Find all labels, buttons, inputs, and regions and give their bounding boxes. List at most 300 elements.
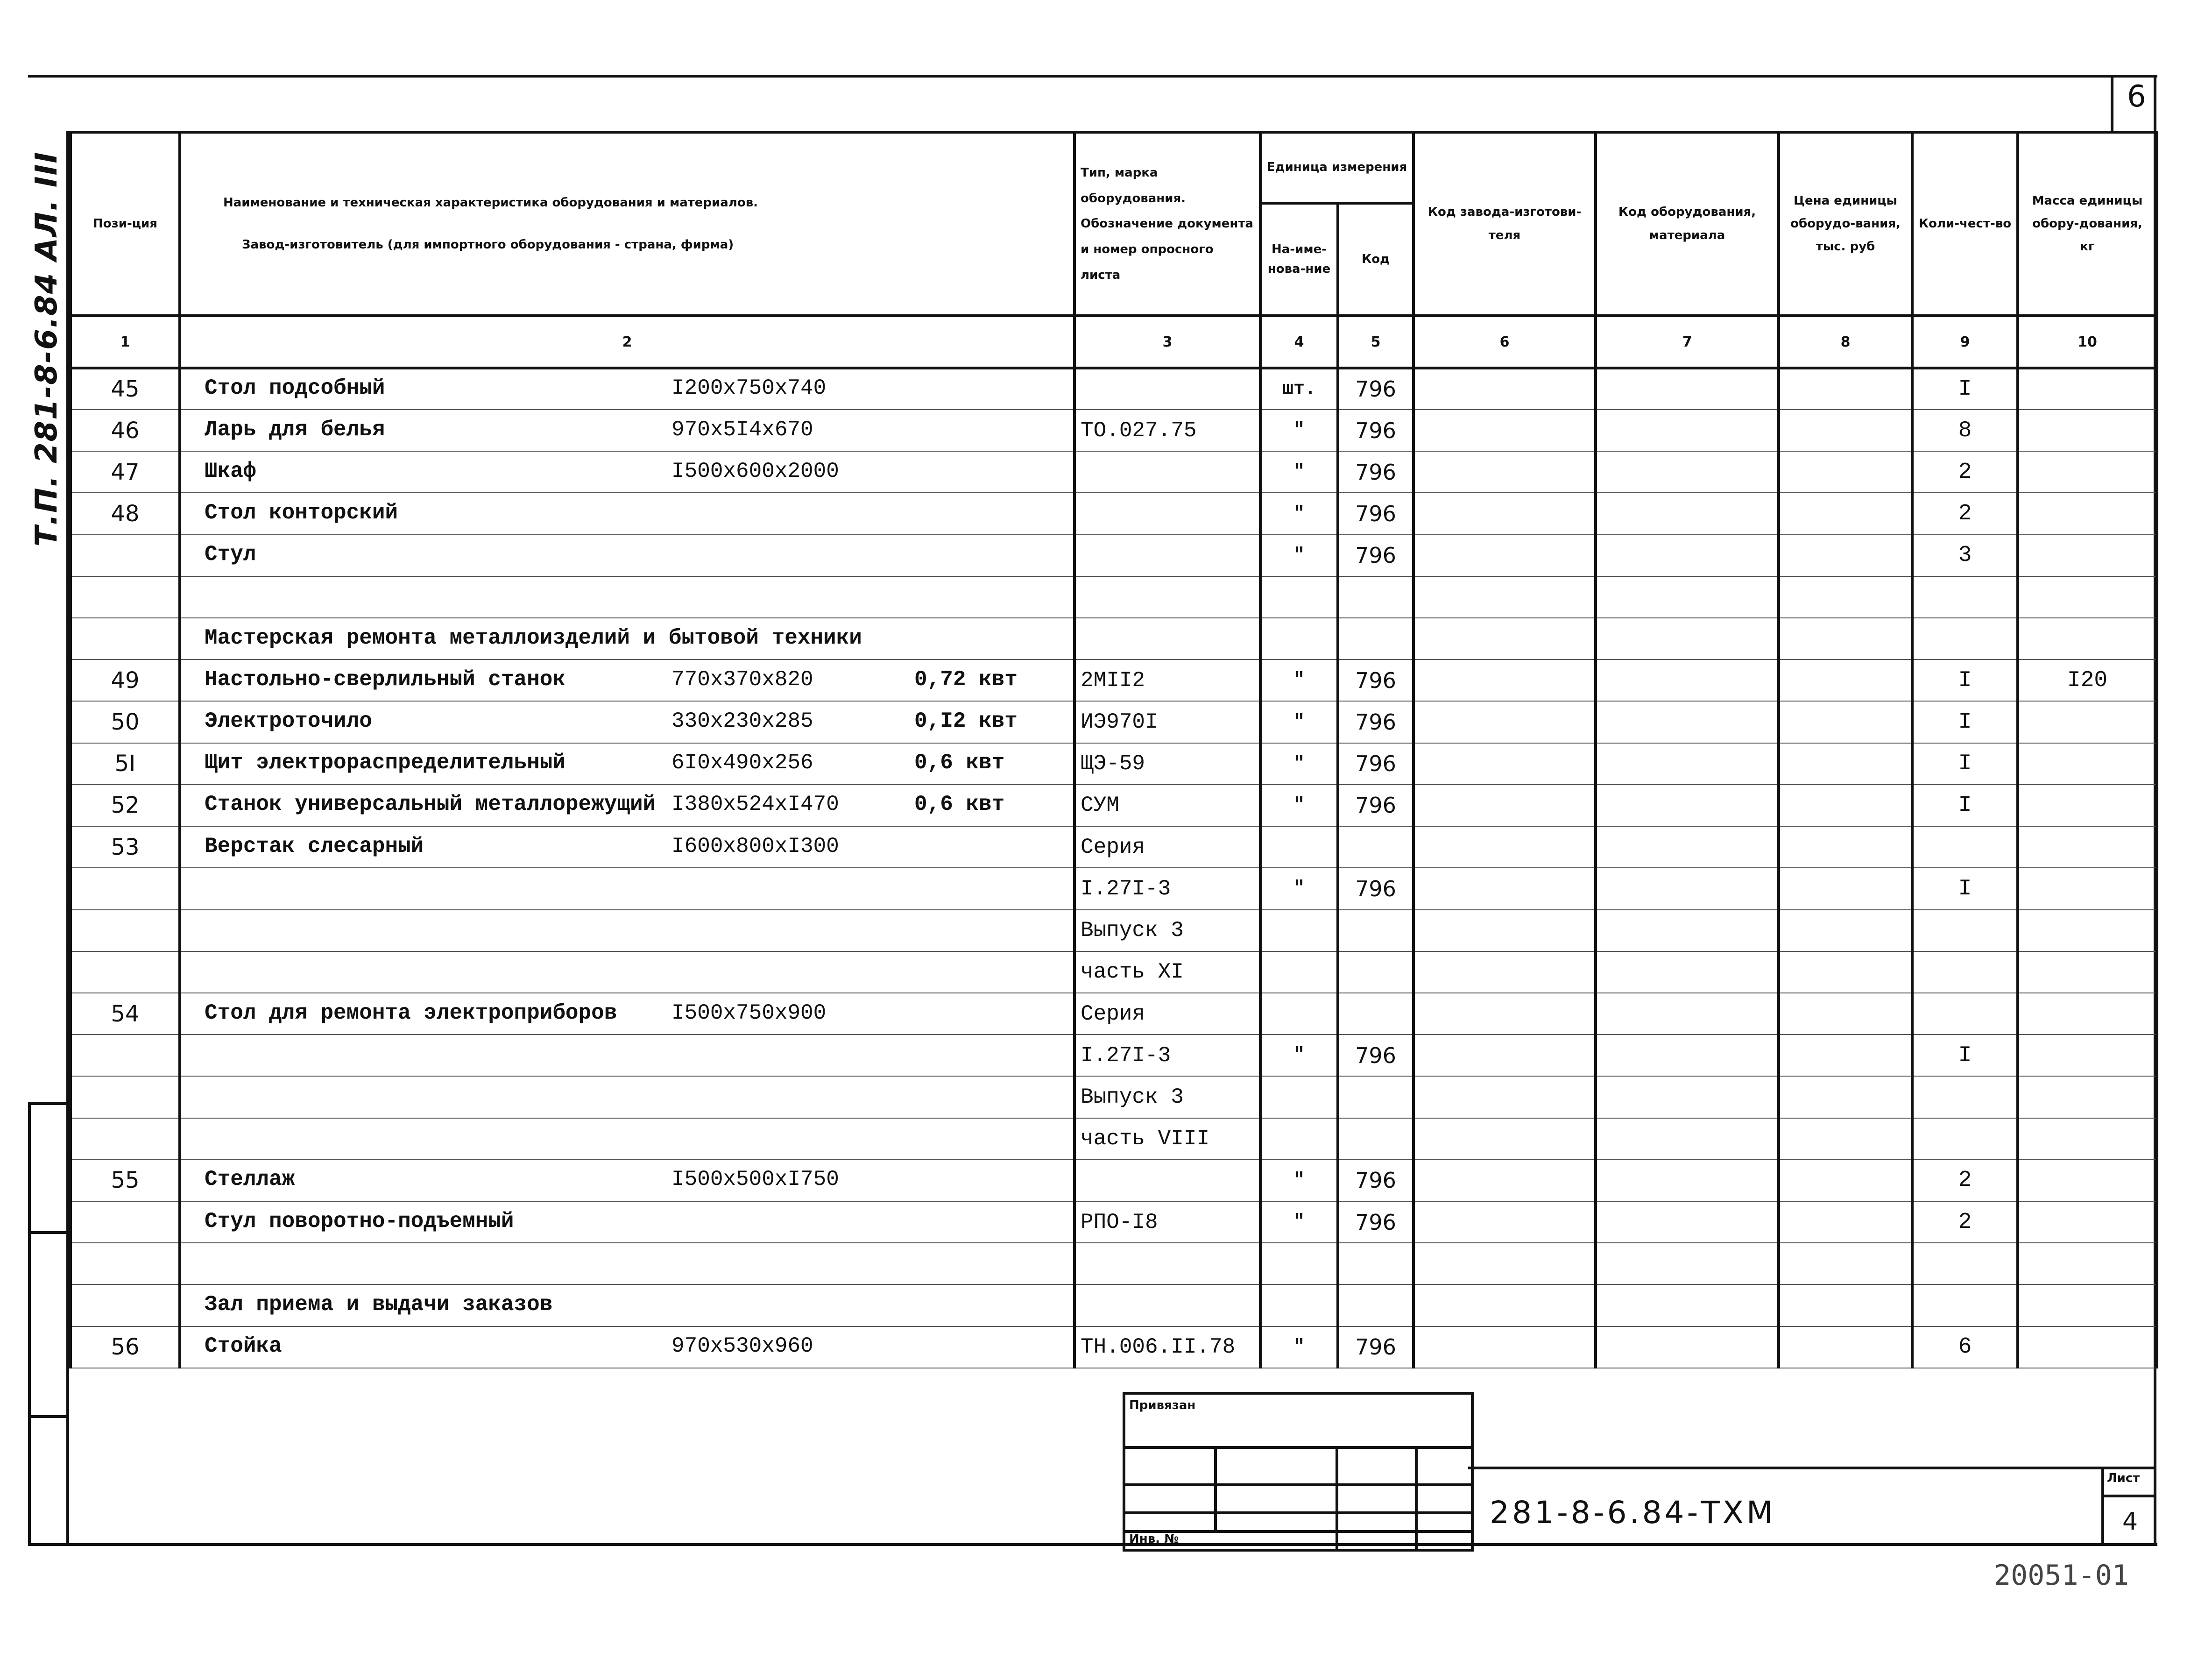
factory-code-cell [1413,1201,1596,1243]
factory-code-cell [1413,493,1596,534]
unit-code-cell: 796 [1338,535,1413,576]
col-num: 2 [180,316,1074,368]
name-cell-content [186,1125,1068,1153]
quantity-cell [1912,1243,2018,1284]
name-cell-content [186,375,1068,403]
quantity-cell: I [1912,785,2018,826]
name-cell-content [186,916,1068,944]
name-cell-content [186,500,1068,528]
header-quantity: Коли-чест-во [1912,132,2018,316]
equipment-code-cell [1596,993,1779,1035]
mass-cell [2018,576,2157,618]
position-cell [71,535,180,576]
table-row [71,410,2157,451]
equipment-code-cell [1596,826,1779,868]
equipment-code-cell [1596,868,1779,909]
equipment-code-cell [1596,1284,1779,1326]
price-cell [1779,993,1912,1035]
mass-cell [2018,910,2157,951]
name-cell [180,1118,1074,1160]
header-unit-code: Код [1338,203,1413,316]
table-row [71,493,2157,534]
equipment-specification-table [69,131,2158,1368]
name-cell-content [186,583,1068,611]
type-cell [1074,1160,1260,1201]
col-num: 7 [1596,316,1779,368]
mass-cell [2018,743,2157,785]
price-cell [1779,868,1912,909]
item-name: Зал приема и выдачи заказов [205,1292,553,1317]
mass-cell [2018,493,2157,534]
factory-code-cell [1413,1118,1596,1160]
factory-code-cell [1413,1160,1596,1201]
name-cell [180,785,1074,826]
name-cell [180,1076,1074,1118]
quantity-cell [1912,618,2018,659]
type-cell [1074,368,1260,410]
name-cell [180,743,1074,785]
price-cell [1779,1326,1912,1368]
name-cell-content [186,833,1068,861]
unit-name-cell: " [1260,1326,1338,1368]
item-name: Ларь для белья [205,417,385,442]
quantity-cell: 2 [1912,493,2018,534]
type-cell: РПО-I8 [1074,1201,1260,1243]
position-cell: 47 [71,451,180,493]
unit-name-cell: " [1260,868,1338,909]
type-cell: Серия [1074,826,1260,868]
quantity-cell [1912,826,2018,868]
type-cell [1074,1243,1260,1284]
table-row [71,868,2157,909]
header-unit-name: На-име-нова-ние [1260,203,1338,316]
item-name: Настольно-сверлильный станок [205,667,565,692]
quantity-cell [1912,1076,2018,1118]
quantity-cell: 2 [1912,1160,2018,1201]
unit-code-cell: 796 [1338,701,1413,743]
quantity-cell [1912,993,2018,1035]
stamp-col [1214,1446,1217,1530]
factory-code-cell [1413,743,1596,785]
mass-cell [2018,1201,2157,1243]
equipment-code-cell [1596,535,1779,576]
name-cell [180,1201,1074,1243]
table-row [71,785,2157,826]
price-cell [1779,1118,1912,1160]
name-cell [180,910,1074,951]
position-cell: 5I [71,743,180,785]
quantity-cell: I [1912,659,2018,701]
table-row [71,993,2157,1035]
side-document-code: Т.П. 281-8-6.84 АЛ. III [29,151,64,547]
position-cell [71,868,180,909]
mass-cell [2018,618,2157,659]
table-row [71,826,2157,868]
stamp-col [1415,1446,1418,1549]
position-cell: 49 [71,659,180,701]
name-cell-content [186,791,1068,819]
name-cell [180,868,1074,909]
equipment-code-cell [1596,1160,1779,1201]
name-cell-content [186,541,1068,569]
factory-code-cell [1413,368,1596,410]
factory-code-cell [1413,951,1596,993]
item-dimensions: I600x800xI300 [671,834,839,858]
table-row [71,659,2157,701]
position-cell [71,1201,180,1243]
left-border-line [28,1102,31,1546]
mass-cell [2018,410,2157,451]
equipment-code-cell [1596,1243,1779,1284]
quantity-cell: I [1912,868,2018,909]
header-position: Пози-ция [71,132,180,316]
mass-cell [2018,1076,2157,1118]
item-dimensions: 6I0x490x256 [671,751,813,775]
item-dimensions: I500x750x900 [671,1000,827,1025]
item-name: Стеллаж [205,1167,295,1192]
unit-name-cell [1260,1284,1338,1326]
position-cell: 55 [71,1160,180,1201]
price-cell [1779,368,1912,410]
unit-name-cell [1260,993,1338,1035]
name-cell-content [186,417,1068,445]
top-border-line [28,75,2157,78]
equipment-code-cell [1596,368,1779,410]
bottom-border-line [28,1543,2157,1546]
unit-name-cell: " [1260,493,1338,534]
position-cell: 46 [71,410,180,451]
name-cell-content [186,708,1068,736]
col-num: 3 [1074,316,1260,368]
item-dimensions: I380x524xI470 [671,792,839,817]
column-number-row [71,316,2157,368]
unit-name-cell: " [1260,701,1338,743]
price-cell [1779,826,1912,868]
position-cell [71,1076,180,1118]
unit-code-cell [1338,910,1413,951]
price-cell [1779,785,1912,826]
table-row [71,368,2157,410]
price-cell [1779,910,1912,951]
item-name: Верстак слесарный [205,834,424,858]
factory-code-cell [1413,701,1596,743]
position-cell [71,951,180,993]
position-cell [71,618,180,659]
sheet-index: 4 [2122,1508,2138,1536]
type-cell: I.27I-3 [1074,1035,1260,1076]
price-cell [1779,410,1912,451]
unit-name-cell: " [1260,743,1338,785]
table-body [71,368,2157,1368]
equipment-code-cell [1596,1076,1779,1118]
unit-name-cell: " [1260,785,1338,826]
header-name-line1: Наименование и техническая характеристика оборудования и материалов. [223,196,758,210]
equipment-code-cell [1596,951,1779,993]
unit-code-cell [1338,826,1413,868]
table-row [71,535,2157,576]
header-factory-code: Код завода-изготови-теля [1413,132,1596,316]
inventory-label: Инв. № [1129,1532,1179,1546]
table-row [71,1326,2157,1368]
item-dimensions: 970x5I4x670 [671,417,813,442]
equipment-code-cell [1596,451,1779,493]
factory-code-cell [1413,785,1596,826]
item-name: Стул поворотно-подъемный [205,1209,514,1234]
unit-code-cell: 796 [1338,743,1413,785]
name-cell [180,576,1074,618]
item-power: 0,I2 квт [914,709,1018,734]
equipment-code-cell [1596,1201,1779,1243]
type-cell: ТО.027.75 [1074,410,1260,451]
header-name [180,132,1074,316]
stamp-line [1125,1483,1471,1486]
header-unit-group: Единица измерения [1260,132,1413,203]
position-cell [71,1284,180,1326]
name-cell [180,659,1074,701]
col-num: 6 [1413,316,1596,368]
table-row [71,1118,2157,1160]
unit-code-cell: 796 [1338,659,1413,701]
table-row [71,1243,2157,1284]
quantity-cell [1912,576,2018,618]
item-name: Стол подсобный [205,376,385,401]
type-cell: ТН.006.II.78 [1074,1326,1260,1368]
price-cell [1779,951,1912,993]
table-row [71,576,2157,618]
mass-cell [2018,1035,2157,1076]
unit-code-cell: 796 [1338,368,1413,410]
table-row [71,1076,2157,1118]
header-price: Цена единицы оборудо-вания, тыс. руб [1779,132,1912,316]
table-row [71,618,2157,659]
quantity-cell: I [1912,1035,2018,1076]
table-header [71,132,2157,368]
equipment-code-cell [1596,410,1779,451]
unit-name-cell: " [1260,659,1338,701]
factory-code-cell [1413,868,1596,909]
quantity-cell: 8 [1912,410,2018,451]
equipment-code-cell [1596,701,1779,743]
quantity-cell: 2 [1912,1201,2018,1243]
name-cell-content [186,1291,1068,1319]
unit-code-cell: 796 [1338,1035,1413,1076]
name-cell [180,493,1074,534]
factory-code-cell [1413,576,1596,618]
name-cell-content [186,1208,1068,1236]
header-type: Тип, марка оборудования. Обозначение документа и номер опросного листа [1074,132,1260,316]
unit-code-cell: 796 [1338,868,1413,909]
quantity-cell [1912,951,2018,993]
item-name: Щит электрораспределительный [205,751,565,775]
factory-code-cell [1413,826,1596,868]
table-row [71,451,2157,493]
name-cell-content [186,666,1068,695]
unit-code-cell [1338,951,1413,993]
unit-code-cell: 796 [1338,493,1413,534]
equipment-code-cell [1596,743,1779,785]
mass-cell [2018,1243,2157,1284]
name-cell [180,368,1074,410]
item-power: 0,72 квт [914,667,1018,692]
equipment-code-cell [1596,618,1779,659]
left-stub-line-3 [28,1415,69,1418]
factory-code-cell [1413,1326,1596,1368]
position-cell: 54 [71,993,180,1035]
type-cell [1074,576,1260,618]
name-cell-content [186,1333,1068,1361]
quantity-cell [1912,910,2018,951]
col-num: 5 [1338,316,1413,368]
price-cell [1779,1035,1912,1076]
title-block-top-line [1468,1467,2155,1469]
mass-cell [2018,1326,2157,1368]
type-cell: ЩЭ-59 [1074,743,1260,785]
document-code: 281-8-6.84-ТХМ [1490,1495,1776,1531]
sheet-number-divider [2111,75,2113,131]
position-cell [71,1243,180,1284]
mass-cell [2018,1118,2157,1160]
name-cell [180,410,1074,451]
unit-name-cell [1260,910,1338,951]
factory-code-cell [1413,1284,1596,1326]
type-cell: I.27I-3 [1074,868,1260,909]
unit-code-cell [1338,1076,1413,1118]
unit-name-cell [1260,1243,1338,1284]
unit-code-cell: 796 [1338,785,1413,826]
unit-code-cell: 796 [1338,1201,1413,1243]
unit-code-cell [1338,1284,1413,1326]
name-cell [180,826,1074,868]
left-stub-line-2 [28,1231,69,1234]
type-cell: ИЭ970I [1074,701,1260,743]
position-cell: 53 [71,826,180,868]
type-cell: Серия [1074,993,1260,1035]
unit-name-cell: шт. [1260,368,1338,410]
factory-code-cell [1413,535,1596,576]
name-cell-content [186,875,1068,903]
col-num: 9 [1912,316,2018,368]
factory-code-cell [1413,993,1596,1035]
name-cell [180,535,1074,576]
position-cell [71,1118,180,1160]
unit-code-cell [1338,993,1413,1035]
table-row [71,951,2157,993]
factory-code-cell [1413,1243,1596,1284]
equipment-code-cell [1596,1326,1779,1368]
equipment-code-cell [1596,910,1779,951]
name-cell-content [186,458,1068,486]
attachment-stamp [1123,1392,1474,1552]
col-num: 10 [2018,316,2157,368]
type-cell: часть VIII [1074,1118,1260,1160]
unit-code-cell [1338,1243,1413,1284]
type-cell: Выпуск 3 [1074,910,1260,951]
name-cell-content [186,625,1068,653]
mass-cell [2018,1284,2157,1326]
item-dimensions: I500x500xI750 [671,1167,839,1192]
name-cell [180,1035,1074,1076]
sheet-number: 6 [2127,79,2146,114]
factory-code-cell [1413,618,1596,659]
unit-name-cell [1260,1118,1338,1160]
mass-cell [2018,1160,2157,1201]
position-cell: 45 [71,368,180,410]
name-cell-content [186,958,1068,986]
header-name-line2: Завод-изготовитель (для импортного оборудования - страна, фирма) [242,237,734,252]
equipment-code-cell [1596,1035,1779,1076]
unit-name-cell [1260,951,1338,993]
unit-name-cell [1260,618,1338,659]
name-cell [180,701,1074,743]
quantity-cell: 2 [1912,451,2018,493]
position-cell [71,576,180,618]
name-cell-content [186,1042,1068,1070]
name-cell [180,993,1074,1035]
item-power: 0,6 квт [914,751,1005,775]
table-row [71,1035,2157,1076]
name-cell-content [186,1166,1068,1194]
price-cell [1779,1201,1912,1243]
unit-name-cell: " [1260,1160,1338,1201]
equipment-code-cell [1596,659,1779,701]
unit-code-cell: 796 [1338,1160,1413,1201]
factory-code-cell [1413,1076,1596,1118]
col-num: 4 [1260,316,1338,368]
table-row [71,743,2157,785]
position-cell: 50 [71,701,180,743]
item-name: Стул [205,542,256,567]
name-cell-content [186,1250,1068,1278]
price-cell [1779,535,1912,576]
stamp-line [1125,1446,1471,1449]
archive-number: 20051-01 [1994,1559,2129,1592]
unit-code-cell: 796 [1338,410,1413,451]
sheet-box-line [2101,1495,2155,1497]
quantity-cell [1912,1118,2018,1160]
stamp-line [1125,1511,1471,1514]
item-name: Станок универсальный металлорежущий [205,792,656,817]
type-cell [1074,535,1260,576]
item-name: Стол конторский [205,501,398,525]
table-row [71,1284,2157,1326]
unit-name-cell: " [1260,410,1338,451]
item-name: Стойка [205,1334,282,1359]
quantity-cell: I [1912,368,2018,410]
mass-cell: I20 [2018,659,2157,701]
unit-name-cell: " [1260,1201,1338,1243]
name-cell-content [186,1083,1068,1111]
quantity-cell: I [1912,701,2018,743]
table-row [71,910,2157,951]
item-dimensions: I200x750x740 [671,376,827,401]
position-cell [71,1035,180,1076]
factory-code-cell [1413,410,1596,451]
factory-code-cell [1413,1035,1596,1076]
unit-code-cell: 796 [1338,451,1413,493]
position-cell [71,910,180,951]
item-dimensions: I500x600x2000 [671,459,839,483]
name-cell [180,1243,1074,1284]
unit-code-cell [1338,576,1413,618]
name-cell [180,1326,1074,1368]
type-cell: 2МII2 [1074,659,1260,701]
equipment-code-cell [1596,493,1779,534]
attached-label: Привязан [1129,1398,1196,1412]
price-cell [1779,1076,1912,1118]
type-cell [1074,493,1260,534]
unit-name-cell [1260,826,1338,868]
mass-cell [2018,785,2157,826]
